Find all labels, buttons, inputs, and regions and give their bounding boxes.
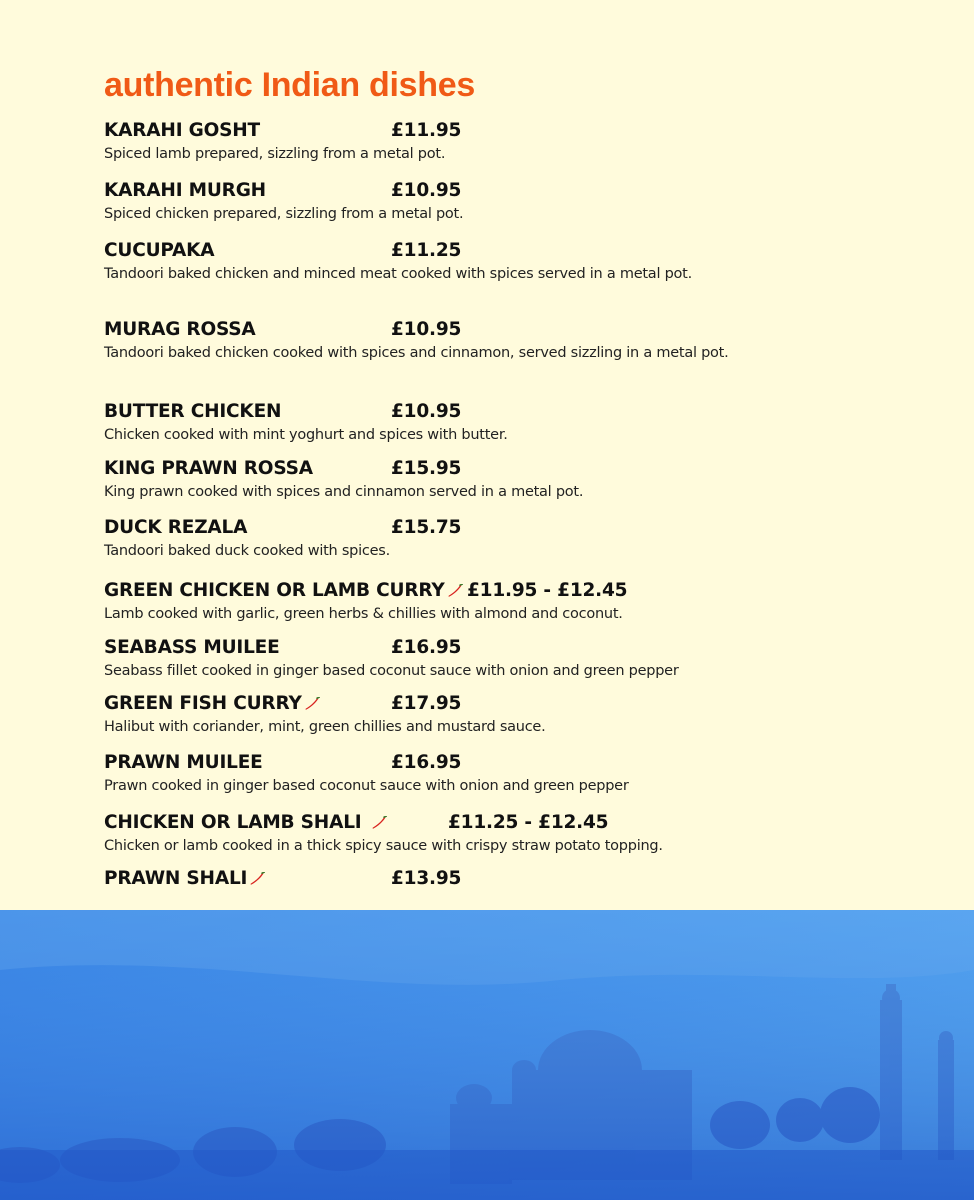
dish-name: CUCUPAKA — [104, 240, 215, 261]
chilli-pepper-icon — [304, 697, 320, 711]
dish-name-row — [104, 868, 265, 889]
chilli-pepper-icon — [447, 584, 463, 598]
dish-name: MURAG ROSSA — [104, 319, 256, 340]
chilli-pepper-icon — [249, 872, 265, 886]
dish-price: £16.95 — [391, 637, 462, 658]
dish-price: £13.95 — [391, 868, 462, 889]
page-title: authentic Indian dishes — [104, 66, 475, 104]
dish-name: DUCK REZALA — [104, 517, 248, 538]
dish-description: Halibut with coriander, mint, green chillies and mustard sauce. — [104, 719, 546, 735]
dish-name: KING PRAWN ROSSA — [104, 458, 313, 479]
dish-description: Lamb cooked with garlic, green herbs & chillies with almond and coconut. — [104, 606, 623, 622]
dish-price: £10.95 — [391, 401, 462, 422]
dish-description: Tandoori baked chicken and minced meat cooked with spices served in a metal pot. — [104, 266, 692, 282]
dish-price: £17.95 — [391, 693, 462, 714]
dish-price: £10.95 — [391, 319, 462, 340]
dish-name: CHICKEN OR LAMB SHALI — [104, 812, 362, 833]
dish-price: £15.75 — [391, 517, 462, 538]
taj-mahal-photo — [0, 910, 974, 1200]
dish-name: KARAHI MURGH — [104, 180, 266, 201]
dish-price: £11.95 - £12.45 — [467, 580, 628, 601]
dish-price: £16.95 — [391, 752, 462, 773]
dish-price: £11.95 — [391, 120, 462, 141]
dish-name: PRAWN SHALI — [104, 868, 248, 889]
dish-name: GREEN FISH CURRY — [104, 693, 302, 714]
dish-description: Spiced chicken prepared, sizzling from a metal pot. — [104, 206, 464, 222]
dish-name: GREEN CHICKEN OR LAMB CURRY — [104, 580, 445, 601]
dish-name-row — [104, 812, 387, 833]
dish-price: £11.25 — [391, 240, 462, 261]
dish-name-row — [104, 693, 320, 714]
dish-description: Tandoori baked chicken cooked with spices and cinnamon, served sizzling in a metal pot. — [104, 345, 729, 361]
dish-name: PRAWN MUILEE — [104, 752, 263, 773]
dish-description: Seabass fillet cooked in ginger based coconut sauce with onion and green pepper — [104, 663, 679, 679]
dish-description: Spiced lamb prepared, sizzling from a metal pot. — [104, 146, 446, 162]
dish-description: Prawn cooked in ginger based coconut sauce with onion and green pepper — [104, 778, 629, 794]
dish-description: Tandoori baked duck cooked with spices. — [104, 543, 390, 559]
dish-price: £15.95 — [391, 458, 462, 479]
dish-name: SEABASS MUILEE — [104, 637, 280, 658]
dish-price: £11.25 - £12.45 — [448, 812, 609, 833]
menu-page — [104, 0, 804, 910]
dish-description: King prawn cooked with spices and cinnamon served in a metal pot. — [104, 484, 584, 500]
dish-name: KARAHI GOSHT — [104, 120, 260, 141]
dish-description: Chicken or lamb cooked in a thick spicy sauce with crispy straw potato topping. — [104, 838, 663, 854]
dish-description: Chicken cooked with mint yoghurt and spices with butter. — [104, 427, 508, 443]
dish-price: £10.95 — [391, 180, 462, 201]
dish-name: BUTTER CHICKEN — [104, 401, 282, 422]
dish-name-row — [104, 580, 463, 601]
chilli-pepper-icon — [371, 816, 387, 830]
